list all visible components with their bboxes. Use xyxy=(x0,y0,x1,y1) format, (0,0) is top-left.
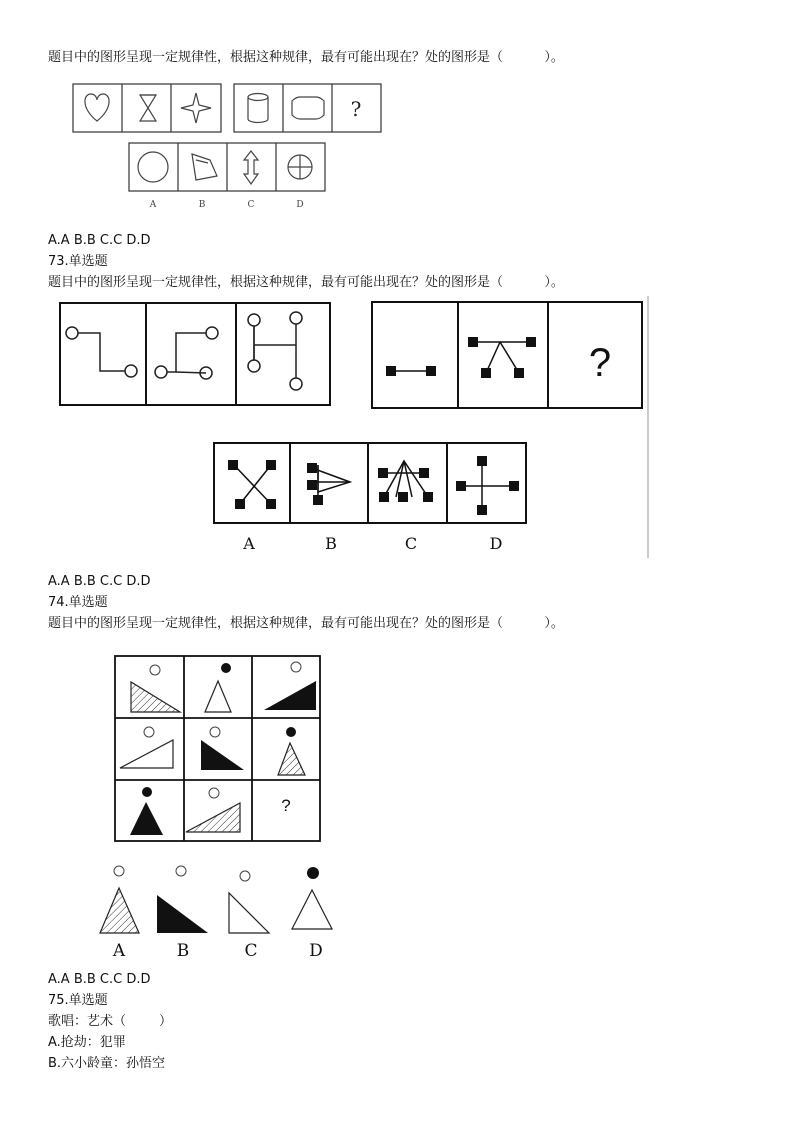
q74-label-d: D xyxy=(309,941,323,961)
q73-label-a: A xyxy=(243,534,255,553)
q74-stem: 题目中的图形呈现一定规律性，根据这种规律，最有可能出现在？处的图形是（ ）。 xyxy=(48,616,564,631)
q73-label-b: B xyxy=(325,534,337,553)
q75-option-a[interactable]: A.抢劫：犯罪 xyxy=(48,1035,126,1050)
q72-label-a: A xyxy=(149,200,157,210)
q73-question-mark: ? xyxy=(588,341,612,385)
q73-stem: 题目中的图形呈现一定规律性，根据这种规律，最有可能出现在？处的图形是（ ）。 xyxy=(48,275,564,290)
q72-answer-options: A.A B.B C.C D.D xyxy=(48,233,151,248)
q74-label-c: C xyxy=(244,941,258,961)
q73-answer-options: A.A B.B C.C D.D xyxy=(48,574,151,589)
q75-option-b[interactable]: B.六小龄童：孙悟空 xyxy=(48,1056,166,1071)
q74-label-b: B xyxy=(176,941,190,961)
q72-question-mark: ? xyxy=(350,97,362,121)
q73-label-c: C xyxy=(404,534,418,553)
q74-label-a: A xyxy=(112,941,126,961)
q74-answer-options: A.A B.B C.C D.D xyxy=(48,972,151,987)
q75-number: 75.单选题 xyxy=(48,993,108,1008)
q72-stem: 题目中的图形呈现一定规律性，根据这种规律，最有可能出现在？处的图形是（ ）。 xyxy=(48,50,564,65)
q73-number: 73.单选题 xyxy=(48,254,108,269)
q72-label-d: D xyxy=(296,200,304,210)
q75-stem: 歌唱：艺术（ ） xyxy=(48,1014,173,1029)
q72-label-c: C xyxy=(247,200,255,210)
q74-question-mark: ? xyxy=(281,796,291,815)
q74-number: 74.单选题 xyxy=(48,595,108,610)
q72-label-b: B xyxy=(198,200,206,210)
q73-label-d: D xyxy=(489,534,503,553)
